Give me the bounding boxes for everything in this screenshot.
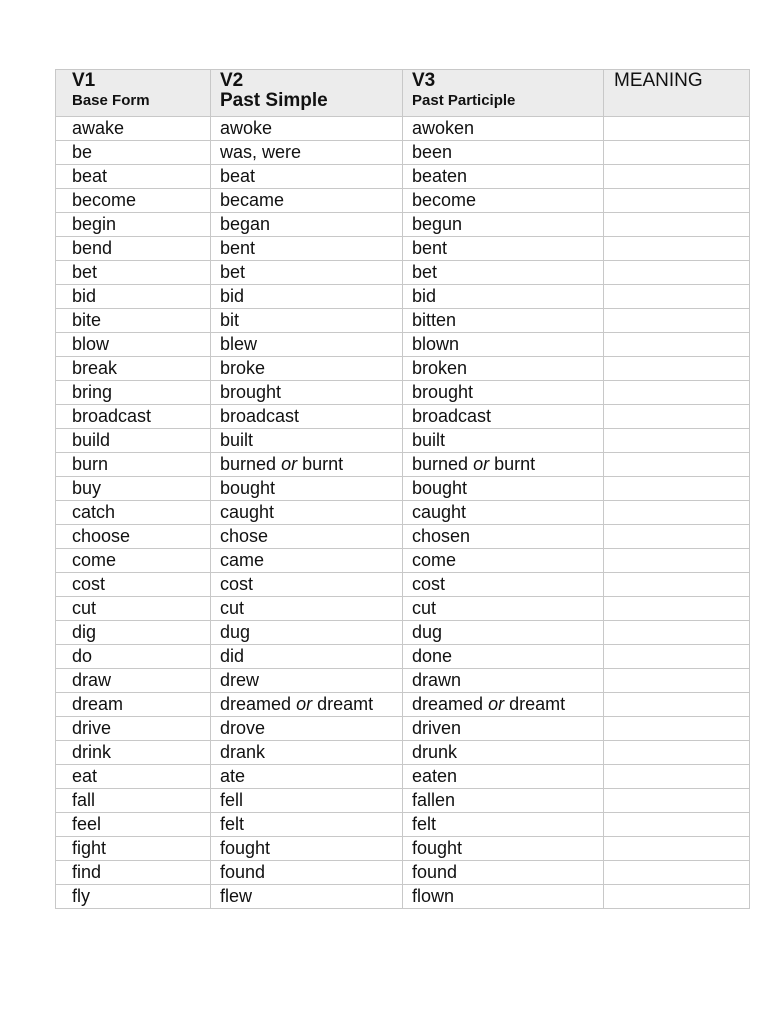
- base-form-cell: bite: [56, 309, 211, 333]
- past-simple-cell: flew: [211, 885, 403, 909]
- meaning-cell: [604, 573, 750, 597]
- or-connector: or: [473, 454, 490, 474]
- past-simple-cell: bit: [211, 309, 403, 333]
- base-form-cell: bend: [56, 237, 211, 261]
- base-form-cell: blow: [56, 333, 211, 357]
- table-row: [56, 789, 750, 813]
- past-simple-cell: broadcast: [211, 405, 403, 429]
- base-form-cell: drink: [56, 741, 211, 765]
- past-simple-cell: bent: [211, 237, 403, 261]
- table-row: [56, 573, 750, 597]
- base-form-cell: eat: [56, 765, 211, 789]
- table-row: [56, 597, 750, 621]
- meaning-cell: [604, 717, 750, 741]
- verb-form: burned: [412, 454, 469, 474]
- table-row: [56, 453, 750, 477]
- past-simple-cell: drank: [211, 741, 403, 765]
- base-form-cell: drive: [56, 717, 211, 741]
- base-form-cell: choose: [56, 525, 211, 549]
- meaning-cell: [604, 765, 750, 789]
- meaning-cell: [604, 645, 750, 669]
- base-form-cell: fall: [56, 789, 211, 813]
- base-form-cell: broadcast: [56, 405, 211, 429]
- base-form-cell: buy: [56, 477, 211, 501]
- past-participle-cell: drawn: [403, 669, 604, 693]
- table-row: [56, 645, 750, 669]
- meaning-cell: [604, 357, 750, 381]
- base-form-cell: dig: [56, 621, 211, 645]
- past-simple-cell: bought: [211, 477, 403, 501]
- past-participle-cell: broadcast: [403, 405, 604, 429]
- past-simple-cell: cost: [211, 573, 403, 597]
- base-form-cell: feel: [56, 813, 211, 837]
- past-participle-cell: felt: [403, 813, 604, 837]
- past-participle-cell: built: [403, 429, 604, 453]
- past-participle-cell: become: [403, 189, 604, 213]
- past-participle-cell: fought: [403, 837, 604, 861]
- meaning-cell: [604, 261, 750, 285]
- past-participle-cell: done: [403, 645, 604, 669]
- past-participle-cell: begun: [403, 213, 604, 237]
- base-form-cell: begin: [56, 213, 211, 237]
- meaning-cell: [604, 117, 750, 141]
- meaning-cell: [604, 861, 750, 885]
- base-form-cell: awake: [56, 117, 211, 141]
- past-simple-cell: drove: [211, 717, 403, 741]
- header-v2-sub: Past Simple: [220, 90, 328, 111]
- verb-form: dreamed: [412, 694, 484, 714]
- base-form-cell: come: [56, 549, 211, 573]
- past-participle-cell: eaten: [403, 765, 604, 789]
- meaning-cell: [604, 285, 750, 309]
- past-simple-cell: did: [211, 645, 403, 669]
- past-participle-cell: awoken: [403, 117, 604, 141]
- past-simple-cell: beat: [211, 165, 403, 189]
- base-form-cell: catch: [56, 501, 211, 525]
- verb-form: burned: [220, 454, 277, 474]
- table-row: [56, 669, 750, 693]
- base-form-cell: cut: [56, 597, 211, 621]
- header-v1-sub: Base Form: [72, 92, 150, 109]
- base-form-cell: draw: [56, 669, 211, 693]
- verb-form: burnt: [302, 454, 344, 474]
- table-row: [56, 333, 750, 357]
- base-form-cell: cost: [56, 573, 211, 597]
- base-form-cell: bet: [56, 261, 211, 285]
- meaning-cell: [604, 525, 750, 549]
- table-row: [56, 141, 750, 165]
- past-simple-cell: ate: [211, 765, 403, 789]
- past-simple-cell: fought: [211, 837, 403, 861]
- past-simple-cell: awoke: [211, 117, 403, 141]
- table-row: [56, 357, 750, 381]
- verb-form: dreamt: [317, 694, 374, 714]
- meaning-cell: [604, 597, 750, 621]
- meaning-cell: [604, 309, 750, 333]
- meaning-cell: [604, 189, 750, 213]
- meaning-cell: [604, 381, 750, 405]
- header-v1: [56, 70, 211, 117]
- table-row: [56, 405, 750, 429]
- table-row: [56, 621, 750, 645]
- past-participle-cell: bitten: [403, 309, 604, 333]
- table-row: [56, 477, 750, 501]
- meaning-cell: [604, 789, 750, 813]
- meaning-cell: [604, 621, 750, 645]
- meaning-cell: [604, 213, 750, 237]
- irregular-verbs-table: [55, 69, 750, 909]
- verb-rows: [56, 117, 750, 909]
- past-simple-cell: began: [211, 213, 403, 237]
- table-row: [56, 261, 750, 285]
- past-participle-cell: driven: [403, 717, 604, 741]
- past-simple-cell: fell: [211, 789, 403, 813]
- past-participle-cell: [403, 693, 604, 717]
- base-form-cell: become: [56, 189, 211, 213]
- base-form-cell: build: [56, 429, 211, 453]
- table-row: [56, 189, 750, 213]
- table-row: [56, 549, 750, 573]
- meaning-cell: [604, 885, 750, 909]
- table-row: [56, 213, 750, 237]
- past-simple-cell: was, were: [211, 141, 403, 165]
- base-form-cell: break: [56, 357, 211, 381]
- meaning-cell: [604, 165, 750, 189]
- past-participle-cell: bought: [403, 477, 604, 501]
- meaning-cell: [604, 837, 750, 861]
- table-row: [56, 885, 750, 909]
- table-row: [56, 381, 750, 405]
- table-row: [56, 741, 750, 765]
- past-simple-cell: came: [211, 549, 403, 573]
- base-form-cell: fight: [56, 837, 211, 861]
- past-simple-cell: cut: [211, 597, 403, 621]
- or-connector: or: [296, 694, 313, 714]
- past-simple-cell: dug: [211, 621, 403, 645]
- past-participle-cell: been: [403, 141, 604, 165]
- table-row: [56, 285, 750, 309]
- base-form-cell: bring: [56, 381, 211, 405]
- table-row: [56, 309, 750, 333]
- table-row: [56, 813, 750, 837]
- table-row: [56, 165, 750, 189]
- past-participle-cell: brought: [403, 381, 604, 405]
- past-simple-cell: became: [211, 189, 403, 213]
- meaning-cell: [604, 141, 750, 165]
- verb-form: dreamt: [509, 694, 566, 714]
- past-participle-cell: caught: [403, 501, 604, 525]
- past-participle-cell: broken: [403, 357, 604, 381]
- past-participle-cell: drunk: [403, 741, 604, 765]
- base-form-cell: be: [56, 141, 211, 165]
- past-simple-cell: felt: [211, 813, 403, 837]
- table-row: [56, 525, 750, 549]
- past-participle-cell: come: [403, 549, 604, 573]
- meaning-cell: [604, 429, 750, 453]
- meaning-cell: [604, 453, 750, 477]
- past-participle-cell: cost: [403, 573, 604, 597]
- past-participle-cell: bet: [403, 261, 604, 285]
- past-participle-cell: bid: [403, 285, 604, 309]
- table-row: [56, 501, 750, 525]
- header-v2: [211, 70, 403, 117]
- past-simple-cell: chose: [211, 525, 403, 549]
- base-form-cell: dream: [56, 693, 211, 717]
- base-form-cell: fly: [56, 885, 211, 909]
- meaning-cell: [604, 333, 750, 357]
- past-participle-cell: fallen: [403, 789, 604, 813]
- meaning-cell: [604, 693, 750, 717]
- or-connector: or: [281, 454, 298, 474]
- table-row: [56, 117, 750, 141]
- past-participle-cell: flown: [403, 885, 604, 909]
- past-simple-cell: bet: [211, 261, 403, 285]
- past-participle-cell: blown: [403, 333, 604, 357]
- header-v1-label: V1: [72, 70, 96, 91]
- verb-form: burnt: [494, 454, 536, 474]
- past-participle-cell: chosen: [403, 525, 604, 549]
- base-form-cell: burn: [56, 453, 211, 477]
- past-simple-cell: blew: [211, 333, 403, 357]
- meaning-cell: [604, 669, 750, 693]
- past-simple-cell: broke: [211, 357, 403, 381]
- header-v3-sub: Past Participle: [412, 92, 516, 109]
- past-simple-cell: drew: [211, 669, 403, 693]
- past-simple-cell: brought: [211, 381, 403, 405]
- table-row: [56, 837, 750, 861]
- past-simple-cell: caught: [211, 501, 403, 525]
- table-row: [56, 861, 750, 885]
- header-meaning: MEANING: [604, 70, 750, 117]
- base-form-cell: do: [56, 645, 211, 669]
- base-form-cell: bid: [56, 285, 211, 309]
- header-v2-label: V2: [220, 70, 244, 91]
- past-participle-cell: [403, 453, 604, 477]
- table-row: [56, 765, 750, 789]
- base-form-cell: beat: [56, 165, 211, 189]
- past-participle-cell: beaten: [403, 165, 604, 189]
- or-connector: or: [488, 694, 505, 714]
- base-form-cell: find: [56, 861, 211, 885]
- past-simple-cell: [211, 693, 403, 717]
- past-simple-cell: [211, 453, 403, 477]
- past-simple-cell: found: [211, 861, 403, 885]
- header-v3-label: V3: [412, 70, 436, 91]
- past-participle-cell: found: [403, 861, 604, 885]
- table-header-row: [56, 70, 750, 117]
- verb-form: dreamed: [220, 694, 292, 714]
- meaning-cell: [604, 501, 750, 525]
- meaning-cell: [604, 405, 750, 429]
- table-row: [56, 237, 750, 261]
- table-row: [56, 429, 750, 453]
- table-row: [56, 693, 750, 717]
- past-simple-cell: built: [211, 429, 403, 453]
- meaning-cell: [604, 741, 750, 765]
- past-participle-cell: cut: [403, 597, 604, 621]
- meaning-cell: [604, 549, 750, 573]
- meaning-cell: [604, 813, 750, 837]
- meaning-cell: [604, 237, 750, 261]
- past-simple-cell: bid: [211, 285, 403, 309]
- meaning-cell: [604, 477, 750, 501]
- past-participle-cell: bent: [403, 237, 604, 261]
- table-row: [56, 717, 750, 741]
- past-participle-cell: dug: [403, 621, 604, 645]
- header-v3: [403, 70, 604, 117]
